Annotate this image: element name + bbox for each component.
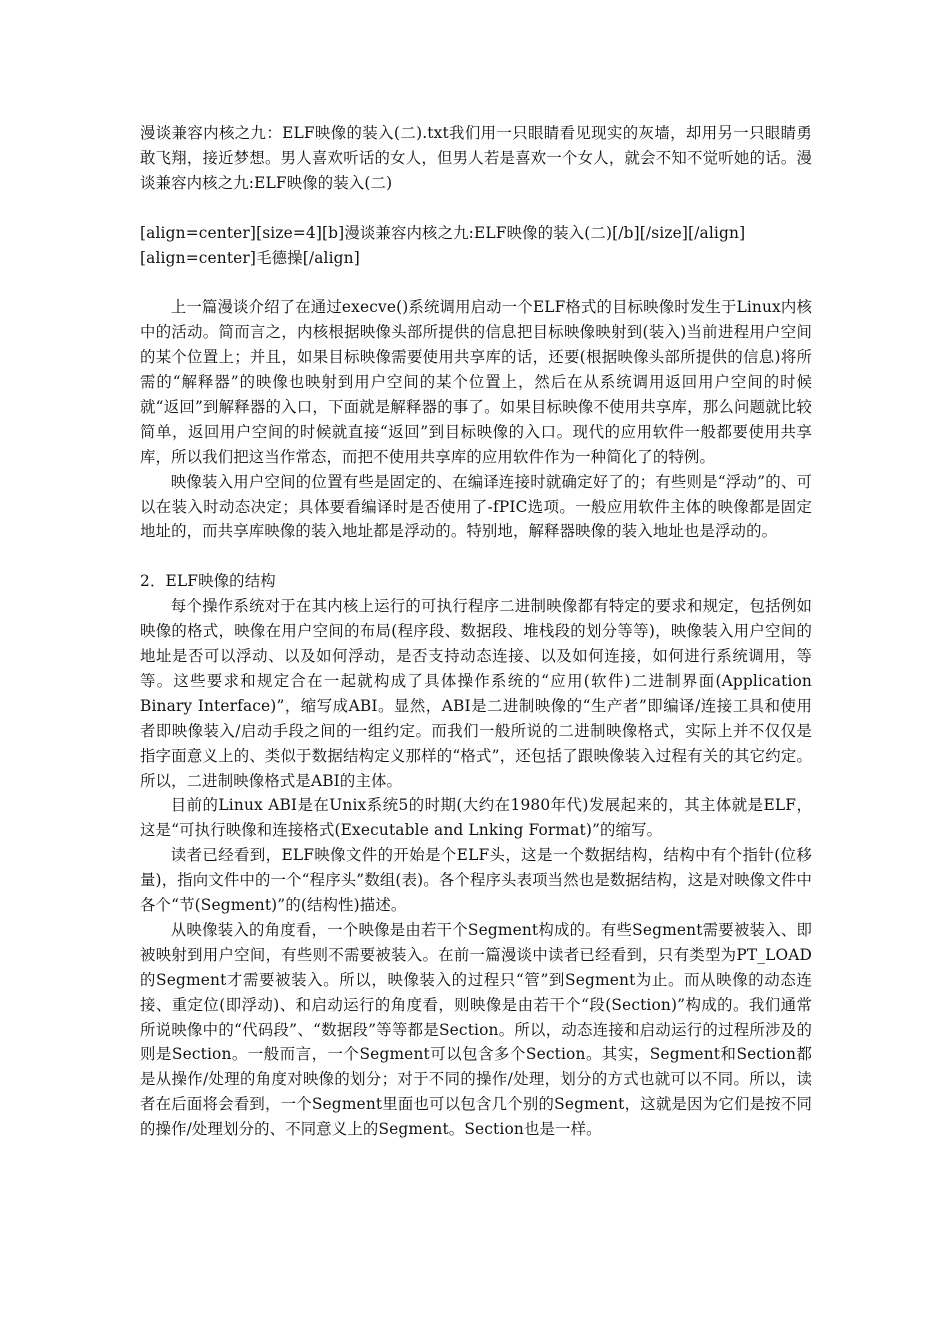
blank-line — [140, 544, 812, 569]
body-paragraph: 读者已经看到，ELF映像文件的开始是个ELF头，这是一个数据结构，结构中有个指针(位移量)，指向文件中的一个“程序头”数组(表)。各个程序头表项当然也是数据结构，这是对映像文件中各个“节(Segment)”的(结构性)描述。 — [140, 846, 812, 915]
intro-paragraph: 漫谈兼容内核之九：ELF映像的装入(二).txt我们用一只眼睛看见现实的灰墙，却用另一只眼睛勇敢飞翔，接近梦想。男人喜欢听话的女人，但男人若是喜欢一个女人，就会不知不觉听她的话。漫谈兼容内核之九:ELF映像的装入(二) — [140, 124, 812, 192]
title-tag-line: [align=center][size=4][b]漫谈兼容内核之九:ELF映像的装入(二)[/b][/size][/align] — [140, 223, 746, 242]
body-paragraph: 每个操作系统对于在其内核上运行的可执行程序二进制映像都有特定的要求和规定，包括例如映像的格式，映像在用户空间的布局(程序段、数据段、堆栈段的划分等等)，映像装入用户空间的地址是否可以浮动、以及如何浮动，是否支持动态连接、以及如何连接，如何进行系统调用，等等。这些要求和规定合在一起就构成了具体操作系统的“应用(软件)二进制界面(Application Binary Interface)”，缩写成ABI。显然，ABI是二进制映像的“生产者”即编译/连接工具和使用者即映像装入/启动手段之间的一组约定。而我们一般所说的二进制映像格式，实际上并不仅仅是指字面意义上的、类似于数据结构定义那样的“格式”，还包括了跟映像装入过程有关的其它约定。所以，二进制映像格式是ABI的主体。 — [140, 597, 812, 790]
blank-line — [140, 270, 812, 295]
body-paragraph: 映像装入用户空间的位置有些是固定的、在编译连接时就确定好了的；有些则是“浮动”的、可以在装入时动态决定；具体要看编译时是否使用了-fPIC选项。一般应用软件主体的映像都是固定地址的，而共享库映像的装入地址都是浮动的。特别地，解释器映像的装入地址也是浮动的。 — [140, 472, 812, 541]
body-paragraph: 从映像装入的角度看，一个映像是由若干个Segment构成的。有些Segment需要被装入、即被映射到用户空间，有些则不需要被装入。在前一篇漫谈中读者已经看到，只有类型为PT_LOAD的Segment才需要被装入。所以，映像装入的过程只“管”到Segment为止。而从映像的动态连接、重定位(即浮动)、和启动运行的角度看，则映像是由若干个“段(Section)”构成的。我们通常所说映像中的“代码段”、“数据段”等等都是Section。所以，动态连接和启动运行的过程所涉及的则是Section。一般而言，一个Segment可以包含多个Section。其实，Segment和Section都是从操作/处理的角度对映像的划分；对于不同的操作/处理，划分的方式也就可以不同。所以，读者在后面将会看到，一个Segment里面也可以包含几个别的Segment，这就是因为它们是按不同的操作/处理划分的、不同意义上的Segment。Section也是一样。 — [140, 920, 812, 1139]
author-tag-line: [align=center]毛德操[/align] — [140, 248, 360, 267]
body-paragraph: 目前的Linux ABI是在Unix系统5的时期(大约在1980年代)发展起来的，其主体就是ELF，这是“可执行映像和连接格式(Executable and Lnking Format)”的缩写。 — [140, 796, 812, 840]
blank-line — [140, 196, 812, 221]
document-page — [140, 121, 812, 1142]
section-heading: 2．ELF映像的结构 — [140, 572, 276, 591]
body-paragraph: 上一篇漫谈介绍了在通过execve()系统调用启动一个ELF格式的目标映像时发生于Linux内核中的活动。简而言之，内核根据映像头部所提供的信息把目标映像映射到(装入)当前进程用户空间的某个位置上；并且，如果目标映像需要使用共享库的话，还要(根据映像头部所提供的信息)将所需的“解释器”的映像也映射到用户空间的某个位置上，然后在从系统调用返回用户空间的时候就“返回”到解释器的入口，下面就是解释器的事了。如果目标映像不使用共享库，那么问题就比较简单，返回用户空间的时候就直接“返回”到目标映像的入口。现代的应用软件一般都要使用共享库，所以我们把这当作常态，而把不使用共享库的应用软件作为一种简化了的特例。 — [140, 298, 812, 466]
